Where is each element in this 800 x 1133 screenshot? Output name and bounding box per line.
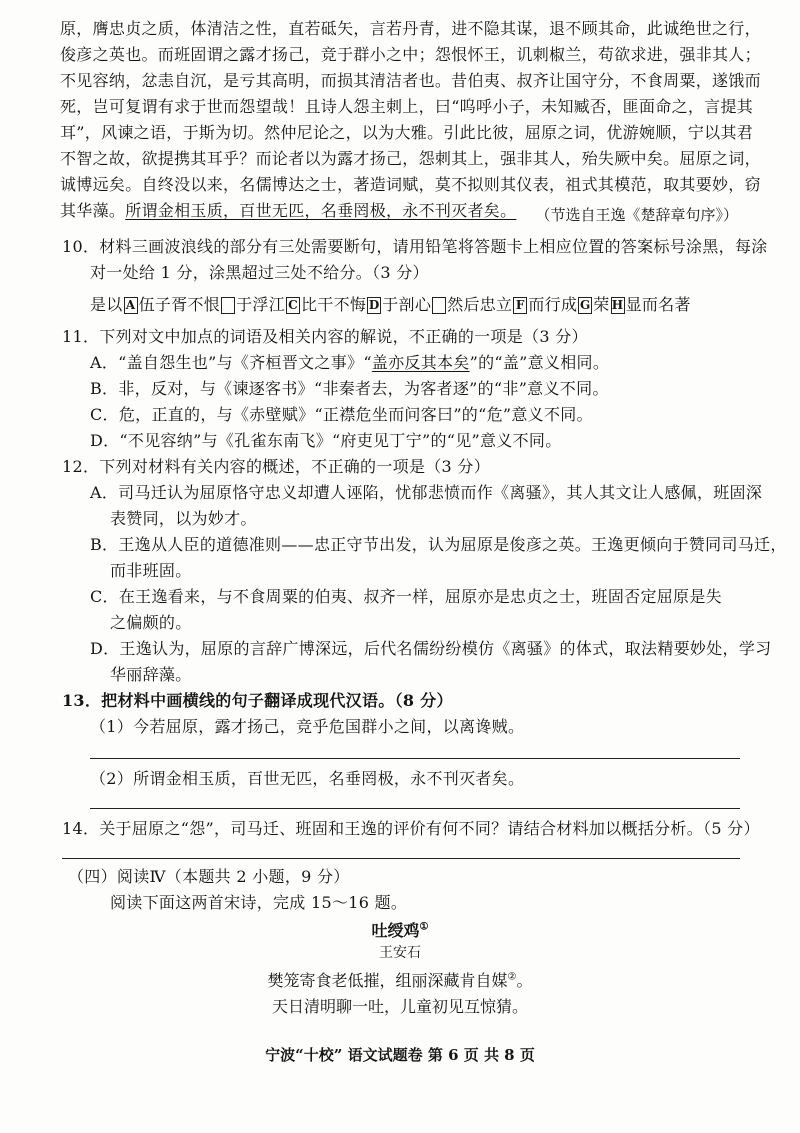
mark-box-c[interactable]: C	[286, 297, 300, 314]
passage-line: 不见容纳，忿恚自沉，是亏其高明，而损其清洁者也。昔伯夷、叔齐让国守分，不食周粟，遂饿而	[60, 71, 761, 90]
answer-line[interactable]	[62, 858, 740, 859]
section-4-title: （四）阅读Ⅳ（本题共 2 小题，9 分）	[68, 867, 350, 886]
passage-line: 俊彦之英也。而班固谓之露才扬己，竞于群小之中；怨恨怀王，讥刺椒兰，苟欲求进，强非其人；	[60, 45, 761, 64]
mark-box-h[interactable]: H	[611, 298, 624, 312]
q10-stem-cont: 对一处给 1 分，涂黑超过三处不给分。（3 分）	[90, 263, 429, 282]
q12-option-a-cont: 表赞同，以为妙才。	[110, 509, 257, 528]
q11-a-text-end: ”的“盖”意义相同。	[469, 353, 610, 372]
q13-sentence-2: （2）所谓金相玉质，百世无匹，名垂罔极，永不刊灭者矣。	[90, 769, 525, 788]
mark-box-e[interactable]	[432, 297, 446, 314]
passage-line: 不智之故，欲提携其耳乎？而论者以为露才扬己，怨刺其上，强非其人，殆失厥中矣。屈原之词，	[60, 149, 761, 168]
q11-a-underlined: 盖亦反其本矣	[371, 353, 470, 372]
poem-text: 樊笼寄食老低摧，组丽深藏肯自媒	[267, 971, 508, 990]
q10-segment-line	[90, 294, 691, 316]
passage-line: 其华藻。	[60, 201, 126, 220]
poem-line-2: 天日清明聊一吐，儿童初见互惊猜。	[271, 997, 528, 1016]
mark-box-a[interactable]: A	[124, 297, 138, 314]
q10-stem: 10．材料三画波浪线的部分有三处需要断句，请用铅笔将答题卡上相应位置的答案标号涂黑，每涂	[62, 237, 768, 256]
passage-source: （节选自王逸《楚辞章句序》）	[535, 206, 738, 224]
q13-stem: 13．把材料中画横线的句子翻译成现代汉语。（8 分）	[62, 691, 453, 710]
q13-sentence-1: （1）今若屈原，露才扬己，竞乎危国群小之间，以离谗贼。	[90, 717, 525, 736]
answer-line[interactable]	[90, 758, 740, 759]
q10-seg: 然后忠立	[447, 295, 513, 314]
q12-option-a: A．司马迁认为屈原恪守忠义却遭人诬陷，忧郁悲愤而作《离骚》，其人其文让人感佩，班固深	[90, 483, 763, 502]
q12-option-b-cont: 而非班固。	[110, 561, 192, 580]
poem-title: 吐绶鸡	[371, 921, 420, 940]
q10-seg: 而行成	[528, 295, 578, 314]
q12-option-c: C．在王逸看来，与不食周粟的伯夷、叔齐一样，屈原亦是忠贞之士，班固否定屈原是失	[90, 587, 722, 606]
mark-box-f[interactable]: F	[513, 297, 527, 314]
section-4-intro: 阅读下面这两首宋诗，完成 15～16 题。	[110, 893, 408, 912]
q12-stem: 12．下列对材料有关内容的概述，不正确的一项是（3 分）	[62, 457, 491, 476]
q11-a-text: A．“盖自怨生也”与《齐桓晋文之事》“	[90, 353, 372, 372]
poem-line-1	[0, 968, 800, 991]
poem-author: 王安石	[379, 945, 421, 961]
answer-line[interactable]	[90, 808, 740, 809]
poem-title-row	[0, 918, 800, 941]
q11-option-a	[90, 352, 609, 374]
q10-seg: 显而名著	[625, 295, 691, 314]
passage-line: 原，膺忠贞之质，体清洁之性，直若砥矢，言若丹青，进不隐其谋，退不顾其命，此诚绝世之行，	[60, 19, 761, 38]
poem-text-end: 。	[516, 971, 533, 990]
mark-box-b[interactable]	[221, 297, 235, 314]
footnote-marker: ②	[507, 971, 517, 983]
q10-seg: 伍子胥不恨	[138, 295, 221, 314]
q10-seg: 是以	[90, 295, 123, 314]
page-footer: 宁波“十校” 语文试题卷 第 6 页 共 8 页	[265, 1046, 535, 1064]
q11-option-b: B．非，反对，与《谏逐客书》“非秦者去，为客者逐”的“非”意义不同。	[90, 379, 609, 398]
footnote-marker: ①	[419, 921, 429, 933]
q10-seg: 荣	[593, 295, 610, 314]
q10-seg: 比干不悔	[301, 295, 367, 314]
q12-option-b: B．王逸从人臣的道德准则——忠正守节出发，认为屈原是俊彦之英。王逸更倾向于赞同司马迁，	[90, 535, 787, 554]
underlined-sentence: 所谓金相玉质，百世无匹，名垂罔极，永不刊灭者矣。	[125, 201, 517, 220]
q14-stem: 14．关于屈原之“怨”，司马迁、班固和王逸的评价有何不同？请结合材料加以概括分析。（5 分）	[62, 819, 760, 838]
passage-line: 耳”，风谏之语，于斯为切。然仲尼论之，以为大雅。引此比彼，屈原之词，优游婉顺，宁以其君	[60, 123, 754, 142]
q10-seg: 于剖心	[382, 295, 432, 314]
mark-box-g[interactable]: G	[579, 298, 591, 312]
q10-seg: 于浮江	[236, 295, 286, 314]
q12-option-d-cont: 华丽辞藻。	[110, 665, 192, 684]
q11-stem: 11．下列对文中加点的词语及相关内容的解说，不正确的一项是（3 分）	[62, 327, 588, 346]
passage-last-line	[60, 200, 516, 222]
passage-line: 诚博远矣。自终没以来，名儒博达之士，著造词赋，莫不拟则其仪表，祖式其模范，取其要妙，窃	[60, 175, 761, 194]
q12-option-d: D．王逸认为，屈原的言辞广博深远，后代名儒纷纷模仿《离骚》的体式，取法精要妙处，学习	[90, 639, 772, 658]
q11-option-d: D．“不见容纳”与《孔雀东南飞》“府吏见丁宁”的“见”意义不同。	[90, 431, 562, 450]
mark-box-d[interactable]: D	[368, 298, 380, 312]
passage-line: 死，岂可复谓有求于世而怨望哉！且诗人怨主刺上，曰“呜呼小子，未知臧否，匪面命之，言提其	[60, 97, 754, 116]
q11-option-c: C．危，正直的，与《赤壁赋》“正襟危坐而问客曰”的“危”意义不同。	[90, 405, 593, 424]
q12-option-c-cont: 之偏颇的。	[110, 613, 192, 632]
